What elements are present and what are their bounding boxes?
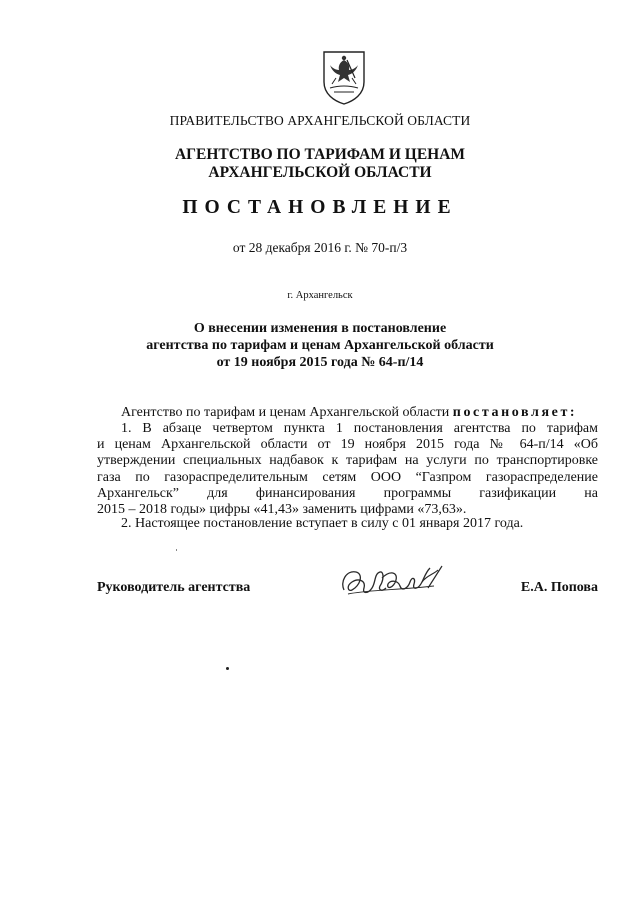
point-1-line: газа по газораспределительным сетям ООО “Газпром газораспределение <box>97 469 598 485</box>
point-1-line: 2015 – 2018 годы» цифры «41,43» заменить цифрами «73,63». <box>97 502 467 518</box>
scan-dot <box>226 667 229 670</box>
point-1-paragraph <box>97 421 598 518</box>
point-1-line: утверждении специальных надбавок к тарифам на услуги по транспортировке <box>97 453 598 469</box>
scan-mark <box>176 549 177 551</box>
signatory-title: Руководитель агентства <box>97 580 251 595</box>
intro-emphasis: постановляет: <box>452 405 578 420</box>
coat-of-arms-icon <box>320 48 368 106</box>
point-1-line: Архангельск” для финансирования программы газификации на <box>97 485 598 501</box>
subject-line3: от 19 ноября 2015 года № 64-п/14 <box>216 355 424 370</box>
intro-text: Агентство по тарифам и ценам Архангельской области <box>121 405 453 420</box>
resolution-intro <box>97 405 598 421</box>
subject-line2: агентства по тарифам и ценам Архангельской области <box>146 338 494 353</box>
government-name: ПРАВИТЕЛЬСТВО АРХАНГЕЛЬСКОЙ ОБЛАСТИ <box>169 113 471 128</box>
document-date-number: от 28 декабря 2016 г. № 70-п/3 <box>232 240 408 255</box>
document-subject <box>0 320 640 371</box>
handwritten-signature-icon <box>338 560 448 602</box>
point-1-line: и ценам Архангельской области от 19 ноября 2015 года № 64-п/14 «Об <box>97 437 598 453</box>
document-city: г. Архангельск <box>287 290 353 301</box>
point-1-line: 1. В абзаце четвертом пункта 1 постановления агентства по тарифам <box>121 421 598 436</box>
agency-name-line1: АГЕНТСТВО ПО ТАРИФАМ И ЦЕНАМ <box>174 146 466 163</box>
document-type-title: ПОСТАНОВЛЕНИЕ <box>182 197 458 218</box>
point-2-paragraph: 2. Настоящее постановление вступает в силу с 01 января 2017 года. <box>121 516 524 531</box>
subject-line1: О внесении изменения в постановление <box>193 321 447 336</box>
signatory-name: Е.А. Попова <box>520 580 598 595</box>
agency-name-line2: АРХАНГЕЛЬСКОЙ ОБЛАСТИ <box>208 164 432 181</box>
agency-name <box>0 146 640 182</box>
